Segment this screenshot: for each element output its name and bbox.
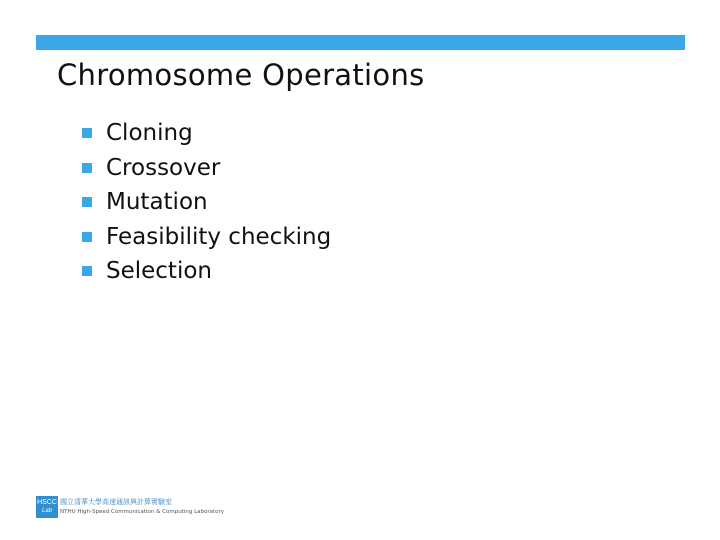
square-bullet-icon <box>82 128 92 138</box>
title-accent-bar <box>36 35 685 50</box>
slide-title: Chromosome Operations <box>57 58 425 92</box>
bullet-item <box>82 185 331 220</box>
footer-caption <box>60 497 224 517</box>
bullet-item <box>82 254 331 289</box>
bullet-item <box>82 151 331 186</box>
footer-english-name: NTHU High-Speed Communication & Computing Laboratory <box>60 509 225 515</box>
lab-logo <box>36 496 58 518</box>
square-bullet-icon <box>82 266 92 276</box>
bullet-item <box>82 220 331 255</box>
bullet-item <box>82 116 331 151</box>
bullet-text: Feasibility checking <box>106 223 332 250</box>
bullet-text: Mutation <box>106 189 208 216</box>
bullet-text: Selection <box>106 258 212 285</box>
footer-chinese-name: 國立清華大學高速通訊與計算實驗室 <box>60 498 172 506</box>
square-bullet-icon <box>82 232 92 242</box>
bullet-text: Crossover <box>106 154 221 181</box>
lab-logo-sub: Lab <box>41 508 52 514</box>
square-bullet-icon <box>82 163 92 173</box>
bullet-list <box>82 116 331 289</box>
lab-logo-text: HSCC <box>37 499 57 506</box>
square-bullet-icon <box>82 197 92 207</box>
bullet-text: Cloning <box>106 120 193 147</box>
